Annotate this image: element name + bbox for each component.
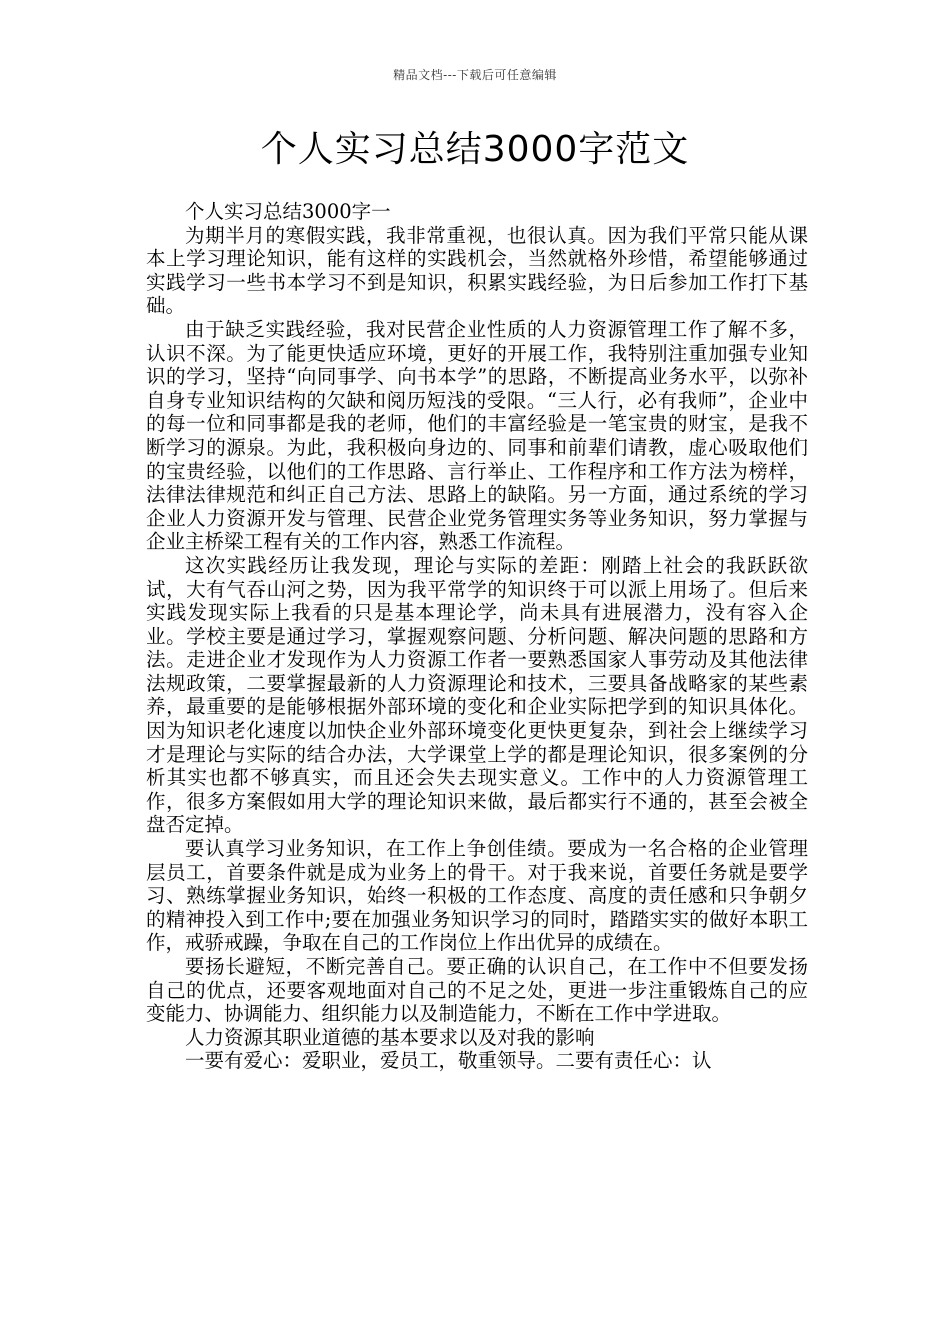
section-heading: 个人实习总结3000字一 bbox=[185, 200, 391, 223]
paragraph: 一要有爱心：爱职业，爱员工，敬重领导。二要有责任心：认 bbox=[185, 1049, 712, 1073]
subheading: 人力资源其职业道德的基本要求以及对我的影响 bbox=[185, 1025, 595, 1049]
paragraph: 为期半月的寒假实践，我非常重视，也很认真。因为我们平常只能从课本上学习理论知识，能有这样的实践机会，当然就格外珍惜，希望能够通过实践学习一些书本学习不到是知识，积累实践经验，为日后参加工作打下基础。 bbox=[146, 223, 808, 318]
paragraph: 要认真学习业务知识，在工作上争创佳绩。要成为一名合格的企业管理层员工，首要条件就是成为业务上的骨干。对于我来说，首要任务就是要学习、熟练掌握业务知识，始终一积极的工作态度、高度的责任感和只争朝夕的精神投入到工作中;要在加强业务知识学习的同时，踏踏实实的做好本职工作，戒骄戒躁，争取在自己的工作岗位上作出优异的成绩在。 bbox=[146, 837, 808, 955]
header-note: 精品文档---下载后可任意编辑 bbox=[393, 68, 557, 82]
document-title: 个人实习总结3000字范文 bbox=[260, 129, 690, 170]
document-body bbox=[146, 200, 808, 1073]
paragraph: 由于缺乏实践经验，我对民营企业性质的人力资源管理工作了解不多，认识不深。为了能更快适应环境，更好的开展工作，我特别注重加强专业知识的学习，坚持“向同事学、向书本学”的思路，不断提高业务水平，以弥补自身专业知识结构的欠缺和阅历短浅的受限。“三人行，必有我师”，企业中的每一位和同事都是我的老师，他们的丰富经验是一笔宝贵的财宝，是我不断学习的源泉。为此，我积极向身边的、同事和前辈们请教，虚心吸取他们的宝贵经验，以他们的工作思路、言行举止、工作程序和工作方法为榜样，法律法律规范和纠正自己方法、思路上的缺陷。另一方面，通过系统的学习企业人力资源开发与管理、民营企业党务管理实务等业务知识，努力掌握与企业主桥梁工程有关的工作内容，熟悉工作流程。 bbox=[146, 317, 808, 554]
paragraph: 这次实践经历让我发现，理论与实际的差距：刚踏上社会的我跃跃欲试，大有气吞山河之势，因为我平常学的知识终于可以派上用场了。但后来实践发现实际上我看的只是基本理论学，尚未具有进展潜力，没有容入企业。学校主要是通过学习，掌握观察问题、分析问题、解决问题的思路和方法。走进企业才发现作为人力资源工作者一要熟悉国家人事劳动及其他法律法规政策，二要掌握最新的人力资源理论和技术，三要具备战略家的某些素养，最重要的是能够根据外部环境的变化和企业实际把学到的知识具体化。因为知识老化速度以加快企业外部环境变化更快更复杂，到社会上继续学习才是理论与实际的结合办法，大学课堂上学的都是理论知识，很多案例的分析其实也都不够真实，而且还会失去现实意义。工作中的人力资源管理工作，很多方案假如用大学的理论知识来做，最后都实行不通的，甚至会被全盘否定掉。 bbox=[146, 553, 808, 837]
paragraph: 要扬长避短，不断完善自己。要正确的认识自己，在工作中不但要发扬自己的优点，还要客观地面对自己的不足之处，更进一步注重锻炼自己的应变能力、协调能力、组织能力以及制造能力，不断在工作中学进取。 bbox=[146, 955, 808, 1026]
